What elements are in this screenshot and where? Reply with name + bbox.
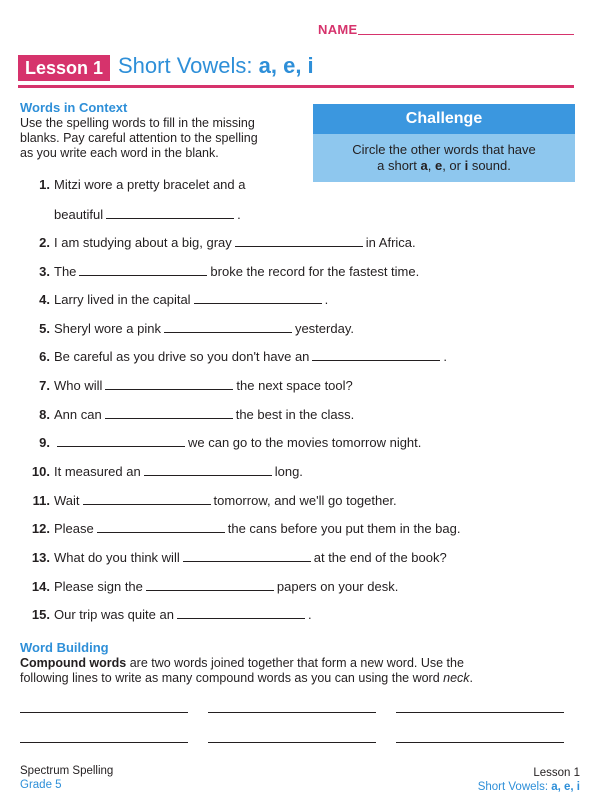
item-text-after: . <box>324 292 329 307</box>
item-text-before: Ann can <box>54 407 102 422</box>
sentence-item <box>22 406 354 422</box>
footer-title-vowels: a, e, i <box>551 781 580 793</box>
instructions-line-2: blanks. Pay careful attention to the spelling <box>20 131 258 145</box>
item-text-before: It measured an <box>54 464 141 479</box>
word-neck: neck <box>443 671 470 685</box>
word-building-heading: Word Building <box>20 640 109 655</box>
compound-word-line[interactable] <box>208 712 376 713</box>
item-number: 2. <box>39 235 50 250</box>
item-number: 3. <box>39 264 50 279</box>
challenge-text-line-2 <box>323 158 565 174</box>
challenge-sep: , <box>427 158 435 173</box>
answer-blank[interactable] <box>194 291 322 304</box>
sentence-item <box>22 520 460 536</box>
item-text-after: . <box>237 207 241 222</box>
item-number: 7. <box>39 378 50 393</box>
item-number: 13. <box>31 550 50 565</box>
sentence-item <box>22 606 312 622</box>
item-text-after: at the end of the book? <box>313 550 447 565</box>
challenge-text <box>323 142 565 174</box>
word-building-line-2 <box>20 671 473 686</box>
item-text-before: I am studying about a big, gray <box>54 235 232 250</box>
words-in-context-heading: Words in Context <box>20 100 128 115</box>
footer-book-title: Spectrum Spelling <box>20 765 114 777</box>
item-text-after: . <box>307 607 312 622</box>
sentence-item <box>22 549 447 565</box>
header-rule <box>18 85 574 88</box>
item-text-before: Be careful as you drive so you don't have an <box>54 349 310 364</box>
sentence-item <box>22 206 241 222</box>
compound-word-line[interactable] <box>20 742 188 743</box>
sentence-item <box>22 177 245 192</box>
footer-lesson: Lesson 1 <box>533 767 580 779</box>
answer-blank[interactable] <box>235 234 363 247</box>
name-label: NAME <box>318 22 358 37</box>
instructions-line-3: as you write each word in the blank. <box>20 146 219 160</box>
answer-blank[interactable] <box>164 320 292 333</box>
item-text-before: What do you think will <box>54 550 180 565</box>
word-building-line-1 <box>20 656 464 671</box>
item-text-before: Sheryl wore a pink <box>54 321 161 336</box>
answer-blank[interactable] <box>146 578 274 591</box>
compound-word-line[interactable] <box>396 712 564 713</box>
sentence-item <box>22 492 397 508</box>
item-text-before: Who will <box>54 378 103 393</box>
item-text-before: The <box>54 264 77 279</box>
name-line[interactable] <box>358 34 574 35</box>
item-number: 6. <box>39 349 50 364</box>
item-text-after: the next space tool? <box>236 378 353 393</box>
word-building-text-1: are two words joined together that form a new word. Use the <box>126 656 464 670</box>
sentence-item <box>22 320 354 336</box>
answer-blank[interactable] <box>144 463 272 476</box>
challenge-text-line-1: Circle the other words that have <box>352 142 536 157</box>
item-text-before: Our trip was quite an <box>54 607 174 622</box>
challenge-text-part: a short <box>377 158 421 173</box>
item-number: 10. <box>31 464 50 479</box>
item-text-after: tomorrow, and we'll go together. <box>213 493 397 508</box>
sentence-item <box>22 234 416 250</box>
item-text-after: the best in the class. <box>235 407 355 422</box>
challenge-heading: Challenge <box>313 104 575 134</box>
challenge-vowel-i: i <box>464 158 469 173</box>
compound-word-line[interactable] <box>208 742 376 743</box>
challenge-sep: , or <box>442 158 465 173</box>
challenge-vowel-e: e <box>434 158 443 173</box>
item-text-after: in Africa. <box>365 235 416 250</box>
lesson-badge: Lesson 1 <box>18 55 110 81</box>
item-text-after: yesterday. <box>294 321 354 336</box>
sentence-item <box>22 291 328 307</box>
lesson-title <box>118 53 314 79</box>
item-text-after: we can go to the movies tomorrow night. <box>188 435 422 450</box>
item-number: 8. <box>39 407 50 422</box>
answer-blank[interactable] <box>106 206 234 219</box>
item-text-before: Mitzi wore a pretty bracelet and a <box>54 177 246 192</box>
item-text-after: the cans before you put them in the bag. <box>227 521 461 536</box>
answer-blank[interactable] <box>79 263 207 276</box>
challenge-vowel-a: a <box>420 158 428 173</box>
item-number: 15. <box>31 607 50 622</box>
answer-blank[interactable] <box>105 406 233 419</box>
word-building-end: . <box>469 671 474 685</box>
item-number: 9. <box>39 435 50 450</box>
sentence-item <box>22 463 303 479</box>
item-text-after: . <box>443 349 448 364</box>
sentence-item <box>22 578 398 594</box>
word-building-text-2: following lines to write as many compound words as you can using the word <box>20 671 444 685</box>
sentence-item <box>22 434 421 450</box>
item-text-before: Please sign the <box>54 579 143 594</box>
sentence-item <box>22 377 353 393</box>
item-text-before: Larry lived in the capital <box>54 292 191 307</box>
compound-word-line[interactable] <box>396 742 564 743</box>
sentence-item <box>22 263 419 279</box>
item-number: 12. <box>31 521 50 536</box>
answer-blank[interactable] <box>177 606 305 619</box>
instructions-line-1: Use the spelling words to fill in the missing <box>20 116 255 130</box>
answer-blank[interactable] <box>57 434 185 447</box>
challenge-box <box>313 104 575 182</box>
item-text-before: Wait <box>54 493 80 508</box>
item-text-before: beautiful <box>54 207 104 222</box>
answer-blank[interactable] <box>312 348 440 361</box>
item-text-after: broke the record for the fastest time. <box>210 264 420 279</box>
item-text-after: long. <box>274 464 303 479</box>
answer-blank[interactable] <box>97 520 225 533</box>
lesson-title-vowels: a, e, i <box>258 53 314 78</box>
item-text-after: papers on your desk. <box>276 579 399 594</box>
item-number: 5. <box>39 321 50 336</box>
lesson-title-main: Short Vowels: <box>118 53 259 78</box>
compound-word-line[interactable] <box>20 712 188 713</box>
answer-blank[interactable] <box>105 377 233 390</box>
footer-lesson-title <box>478 781 580 793</box>
item-number: 1. <box>39 177 50 192</box>
item-number: 14. <box>31 579 50 594</box>
answer-blank[interactable] <box>83 492 211 505</box>
item-number: 4. <box>39 292 50 307</box>
sentence-item <box>22 348 447 364</box>
compound-words-term: Compound words <box>20 656 127 670</box>
item-number: 11. <box>32 493 50 508</box>
footer-title-main: Short Vowels: <box>477 781 552 793</box>
footer-grade: Grade 5 <box>20 779 62 791</box>
item-text-before: Please <box>54 521 94 536</box>
answer-blank[interactable] <box>183 549 311 562</box>
challenge-text-part: sound. <box>468 158 511 173</box>
